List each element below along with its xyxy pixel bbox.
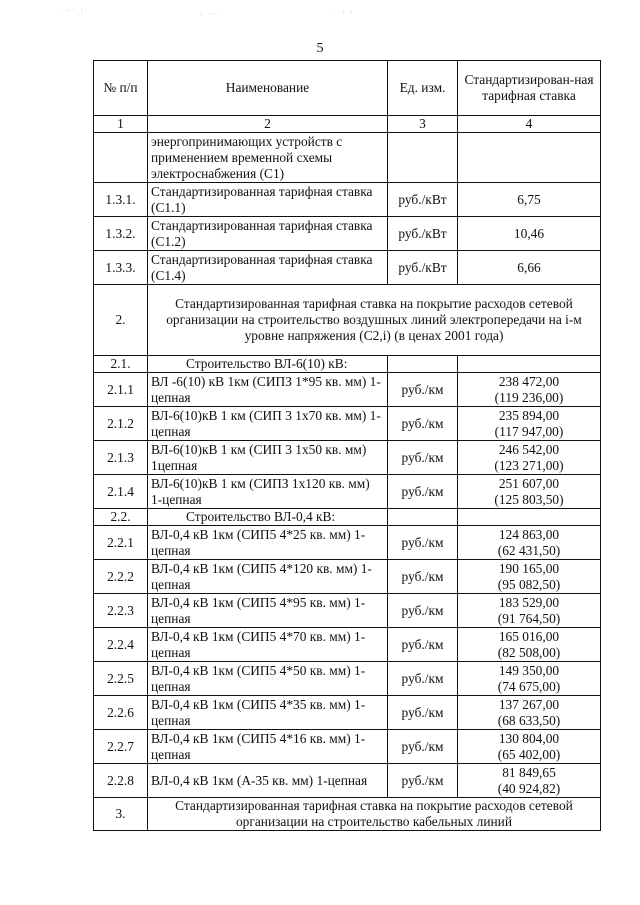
row-name: ВЛ-0,4 кВ 1км (СИП5 4*50 кв. мм) 1- цепная bbox=[148, 662, 388, 696]
rate-value: 6,66 bbox=[517, 259, 541, 275]
row-name: ВЛ-0,4 кВ 1км (СИП5 4*95 кв. мм) 1- цепная bbox=[148, 594, 388, 628]
row-unit: руб./км bbox=[388, 730, 458, 764]
section-number: 2. bbox=[94, 285, 148, 356]
rate-value-half: (91 764,50) bbox=[497, 610, 561, 626]
table-row bbox=[94, 441, 601, 475]
header-name: Наименование bbox=[148, 61, 388, 116]
row-number: 2.1.1 bbox=[94, 373, 148, 407]
column-index-row bbox=[94, 116, 601, 133]
row-name: ВЛ-0,4 кВ 1км (СИП5 4*35 кв. мм) 1- цепная bbox=[148, 696, 388, 730]
subsection-title: Строительство ВЛ-0,4 кВ: bbox=[148, 509, 388, 526]
rate-value: 137 267,00 bbox=[498, 696, 560, 712]
rate-value: 81 849,65 bbox=[502, 764, 556, 780]
rate-value: 251 607,00 bbox=[498, 475, 560, 491]
row-value bbox=[458, 407, 601, 441]
section-title: Стандартизированная тарифная ставка на покрытие расходов сетевой организации на строительство воздушных линий электропередачи на i-м уровне напряжения (С2,i) (в ценах 2001 года) bbox=[148, 285, 601, 356]
row-number: 2.1.2 bbox=[94, 407, 148, 441]
header-unit: Ед. изм. bbox=[388, 61, 458, 116]
row-number: 2.1.3 bbox=[94, 441, 148, 475]
section-row bbox=[94, 285, 601, 356]
rate-value-half: (123 271,00) bbox=[494, 457, 564, 473]
rate-value-half: (74 675,00) bbox=[497, 678, 561, 694]
row-number: 2.2.8 bbox=[94, 764, 148, 798]
table-header-row bbox=[94, 61, 601, 116]
row-number: 2.2.2 bbox=[94, 560, 148, 594]
header-num: № п/п bbox=[94, 61, 148, 116]
row-value bbox=[458, 594, 601, 628]
row-value bbox=[458, 133, 601, 183]
row-unit: руб./км bbox=[388, 560, 458, 594]
row-value bbox=[458, 475, 601, 509]
row-name: ВЛ-0,4 кВ 1км (А-35 кв. мм) 1-цепная bbox=[148, 764, 388, 798]
row-unit: руб./км bbox=[388, 764, 458, 798]
row-number: 2.2.1 bbox=[94, 526, 148, 560]
row-unit: руб./км bbox=[388, 441, 458, 475]
row-value bbox=[458, 696, 601, 730]
row-number: 2.2.5 bbox=[94, 662, 148, 696]
row-number: 1.3.3. bbox=[94, 251, 148, 285]
row-name: ВЛ-6(10)кВ 1 км (СИП 3 1х70 кв. мм) 1-цепная bbox=[148, 407, 388, 441]
row-unit: руб./км bbox=[388, 628, 458, 662]
section-number: 3. bbox=[94, 798, 148, 831]
row-value bbox=[458, 764, 601, 798]
empty-cell bbox=[388, 509, 458, 526]
scan-artifact: · ·: - bbox=[330, 8, 355, 16]
row-value bbox=[458, 730, 601, 764]
table-row bbox=[94, 251, 601, 285]
scan-artifact: · -· :· bbox=[60, 6, 89, 14]
rate-value-half: (95 082,50) bbox=[497, 576, 561, 592]
rate-value-half: (117 947,00) bbox=[494, 423, 564, 439]
row-number bbox=[94, 133, 148, 183]
subsection-title: Строительство ВЛ-6(10) кВ: bbox=[148, 356, 388, 373]
table-row bbox=[94, 764, 601, 798]
row-name: ВЛ -6(10) кВ 1км (СИПЗ 1*95 кв. мм) 1-цепная bbox=[148, 373, 388, 407]
row-number: 2.1.4 bbox=[94, 475, 148, 509]
row-number: 2.2.4 bbox=[94, 628, 148, 662]
row-value bbox=[458, 628, 601, 662]
section-title: Стандартизированная тарифная ставка на покрытие расходов сетевой организации на строительство кабельных линий bbox=[148, 798, 601, 831]
row-unit: руб./кВт bbox=[388, 217, 458, 251]
rate-value-half: (119 236,00) bbox=[494, 389, 564, 405]
row-value bbox=[458, 662, 601, 696]
rate-value: 235 894,00 bbox=[498, 407, 560, 423]
subsection-number: 2.2. bbox=[94, 509, 148, 526]
rate-value: 238 472,00 bbox=[498, 373, 560, 389]
row-number: 2.2.7 bbox=[94, 730, 148, 764]
table-row bbox=[94, 696, 601, 730]
row-name: Стандартизированная тарифная ставка (С1.4) bbox=[148, 251, 388, 285]
rate-value: 6,75 bbox=[517, 191, 541, 207]
row-name: ВЛ-0,4 кВ 1км (СИП5 4*120 кв. мм) 1- цепная bbox=[148, 560, 388, 594]
row-value bbox=[458, 217, 601, 251]
rate-value-half: (62 431,50) bbox=[497, 542, 561, 558]
row-unit: руб./км bbox=[388, 594, 458, 628]
row-name: Стандартизированная тарифная ставка (С1.1) bbox=[148, 183, 388, 217]
row-name: ВЛ-0,4 кВ 1км (СИП5 4*70 кв. мм) 1- цепная bbox=[148, 628, 388, 662]
table-row bbox=[94, 183, 601, 217]
table-row bbox=[94, 217, 601, 251]
row-name: ВЛ-6(10)кВ 1 км (СИПЗ 1х120 кв. мм) 1-цепная bbox=[148, 475, 388, 509]
row-number: 1.3.2. bbox=[94, 217, 148, 251]
row-unit: руб./км bbox=[388, 696, 458, 730]
row-value bbox=[458, 251, 601, 285]
rate-value: 130 804,00 bbox=[498, 730, 560, 746]
rate-value-half: (68 633,50) bbox=[497, 712, 561, 728]
row-value bbox=[458, 373, 601, 407]
row-unit: руб./км bbox=[388, 407, 458, 441]
row-unit: руб./км bbox=[388, 662, 458, 696]
page-number: 5 bbox=[316, 41, 324, 56]
row-unit: руб./км bbox=[388, 526, 458, 560]
table-row bbox=[94, 662, 601, 696]
section-row bbox=[94, 798, 601, 831]
row-name: энергопринимающих устройств с применением временной схемы электроснабжения (С1) bbox=[148, 133, 388, 183]
row-unit: руб./кВт bbox=[388, 183, 458, 217]
row-unit: руб./кВт bbox=[388, 251, 458, 285]
row-name: ВЛ-0,4 кВ 1км (СИП5 4*25 кв. мм) 1- цепная bbox=[148, 526, 388, 560]
rate-value: 165 016,00 bbox=[498, 628, 560, 644]
column-index: 2 bbox=[148, 116, 388, 133]
rate-value: 124 863,00 bbox=[498, 526, 560, 542]
table-row bbox=[94, 475, 601, 509]
table-row bbox=[94, 730, 601, 764]
rate-value: 149 350,00 bbox=[498, 662, 560, 678]
row-value bbox=[458, 526, 601, 560]
row-name: ВЛ-6(10)кВ 1 км (СИП 3 1х50 кв. мм) 1цепная bbox=[148, 441, 388, 475]
row-unit: руб./км bbox=[388, 475, 458, 509]
rate-value: 183 529,00 bbox=[498, 594, 560, 610]
scan-artifact: - ·- · bbox=[200, 10, 225, 18]
table-row bbox=[94, 526, 601, 560]
rate-value: 246 542,00 bbox=[498, 441, 560, 457]
rate-value: 10,46 bbox=[513, 225, 545, 241]
table-row bbox=[94, 560, 601, 594]
row-name: ВЛ-0,4 кВ 1км (СИП5 4*16 кв. мм) 1- цепная bbox=[148, 730, 388, 764]
row-value bbox=[458, 183, 601, 217]
subsection-number: 2.1. bbox=[94, 356, 148, 373]
table-row bbox=[94, 133, 601, 183]
table-row bbox=[94, 594, 601, 628]
column-index: 1 bbox=[94, 116, 148, 133]
rate-value: 190 165,00 bbox=[498, 560, 560, 576]
rate-value-half: (125 803,50) bbox=[494, 491, 564, 507]
column-index: 4 bbox=[458, 116, 601, 133]
subsection-row bbox=[94, 356, 601, 373]
empty-cell bbox=[388, 356, 458, 373]
row-value bbox=[458, 441, 601, 475]
row-name: Стандартизированная тарифная ставка (С1.2) bbox=[148, 217, 388, 251]
row-value bbox=[458, 560, 601, 594]
row-number: 1.3.1. bbox=[94, 183, 148, 217]
empty-cell bbox=[458, 356, 601, 373]
rate-value-half: (82 508,00) bbox=[497, 644, 561, 660]
row-number: 2.2.6 bbox=[94, 696, 148, 730]
table-row bbox=[94, 373, 601, 407]
tariff-table bbox=[93, 60, 601, 831]
subsection-row bbox=[94, 509, 601, 526]
row-unit bbox=[388, 133, 458, 183]
row-number: 2.2.3 bbox=[94, 594, 148, 628]
rate-value-half: (65 402,00) bbox=[497, 746, 561, 762]
empty-cell bbox=[458, 509, 601, 526]
header-value: Стандартизирован-ная тарифная ставка bbox=[458, 61, 601, 116]
rate-value-half: (40 924,82) bbox=[497, 780, 561, 796]
column-index: 3 bbox=[388, 116, 458, 133]
table-row bbox=[94, 628, 601, 662]
row-unit: руб./км bbox=[388, 373, 458, 407]
table-row bbox=[94, 407, 601, 441]
